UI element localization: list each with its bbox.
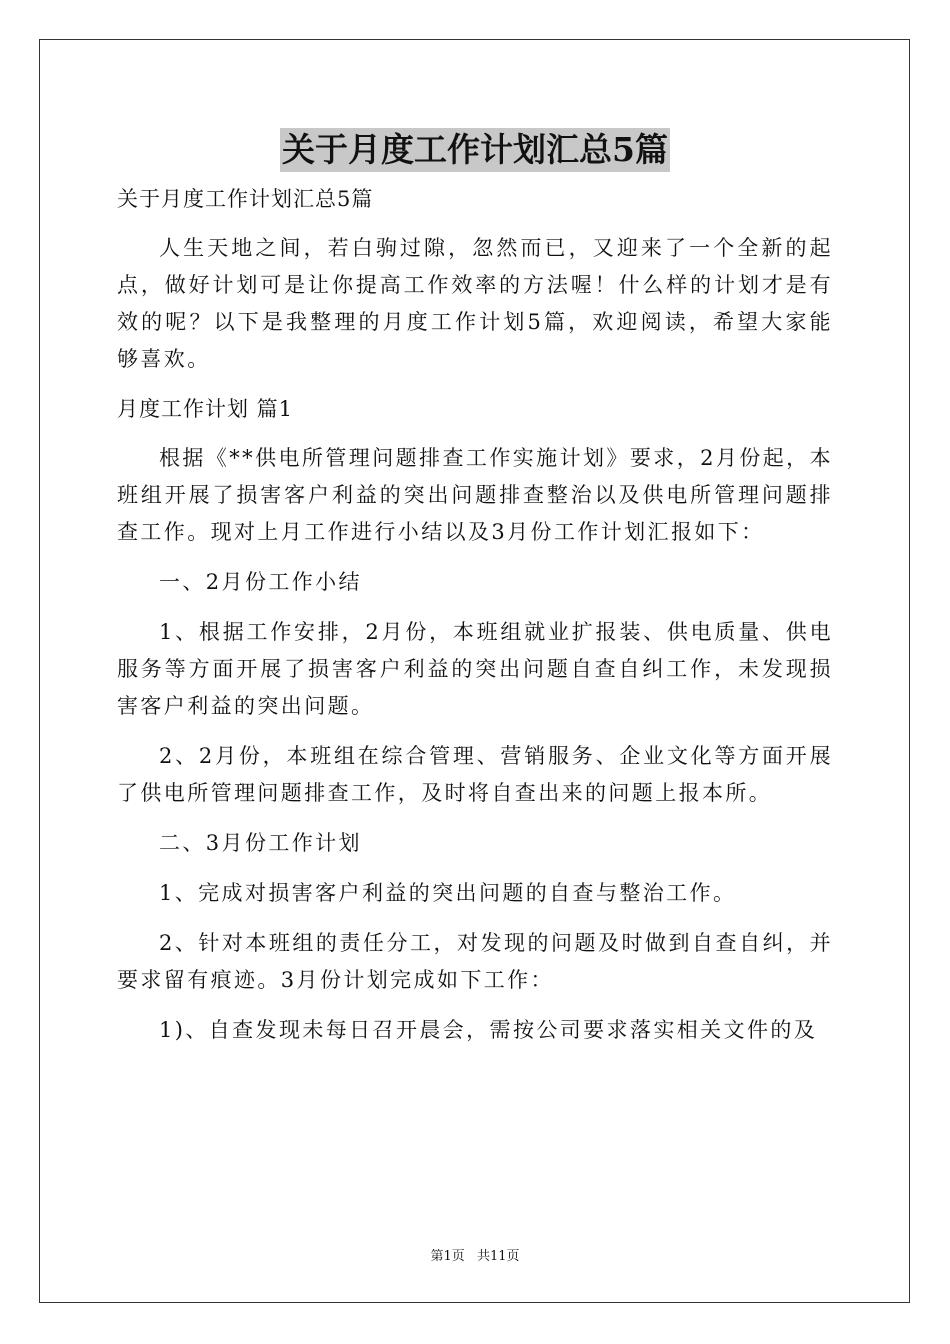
title-container bbox=[0, 128, 950, 172]
section-paragraph-3: 1、根据工作安排，2月份，本班组就业扩报装、供电质量、供电服务等方面开展了损害客户利益的突出问题自查自纠工作，未发现损害客户利益的突出问题。 bbox=[117, 620, 833, 718]
page-total: 共11页 bbox=[476, 1249, 520, 1264]
section-paragraph-8: 1)、自查发现未每日召开晨会，需按公司要求落实相关文件的及 bbox=[159, 1018, 818, 1042]
document-title: 关于月度工作计划汇总5篇 bbox=[280, 128, 670, 172]
page-footer bbox=[0, 1248, 950, 1266]
document-body bbox=[117, 181, 833, 1049]
intro-paragraph: 人生天地之间，若白驹过隙，忽然而已，又迎来了一个全新的起点，做好计划可是让你提高工作效率的方法喔！什么样的计划才是有效的呢？以下是我整理的月度工作计划5篇，欢迎阅读，希望大家能够喜欢。 bbox=[117, 236, 833, 371]
section-paragraph-1: 根据《**供电所管理问题排查工作实施计划》要求，2月份起，本班组开展了损害客户利益的突出问题排查整治以及供电所管理问题排查工作。现对上月工作进行小结以及3月份工作计划汇报如下： bbox=[117, 446, 833, 544]
section-paragraph-7: 2、针对本班组的责任分工，对发现的问题及时做到自查自纠，并要求留有痕迹。3月份计划完成如下工作： bbox=[117, 931, 833, 992]
document-subtitle: 关于月度工作计划汇总5篇 bbox=[117, 187, 374, 211]
section-paragraph-5: 二、3月份工作计划 bbox=[159, 831, 362, 855]
section-paragraph-6: 1、完成对损害客户利益的突出问题的自查与整治工作。 bbox=[159, 881, 737, 905]
section-paragraph-4: 2、2月份，本班组在综合管理、营销服务、企业文化等方面开展了供电所管理问题排查工作，及时将自查出来的问题上报本所。 bbox=[117, 744, 833, 805]
section-heading: 月度工作计划 篇1 bbox=[117, 397, 294, 421]
section-paragraph-2: 一、2月份工作小结 bbox=[159, 570, 362, 594]
page-number: 第1页 bbox=[430, 1249, 465, 1264]
